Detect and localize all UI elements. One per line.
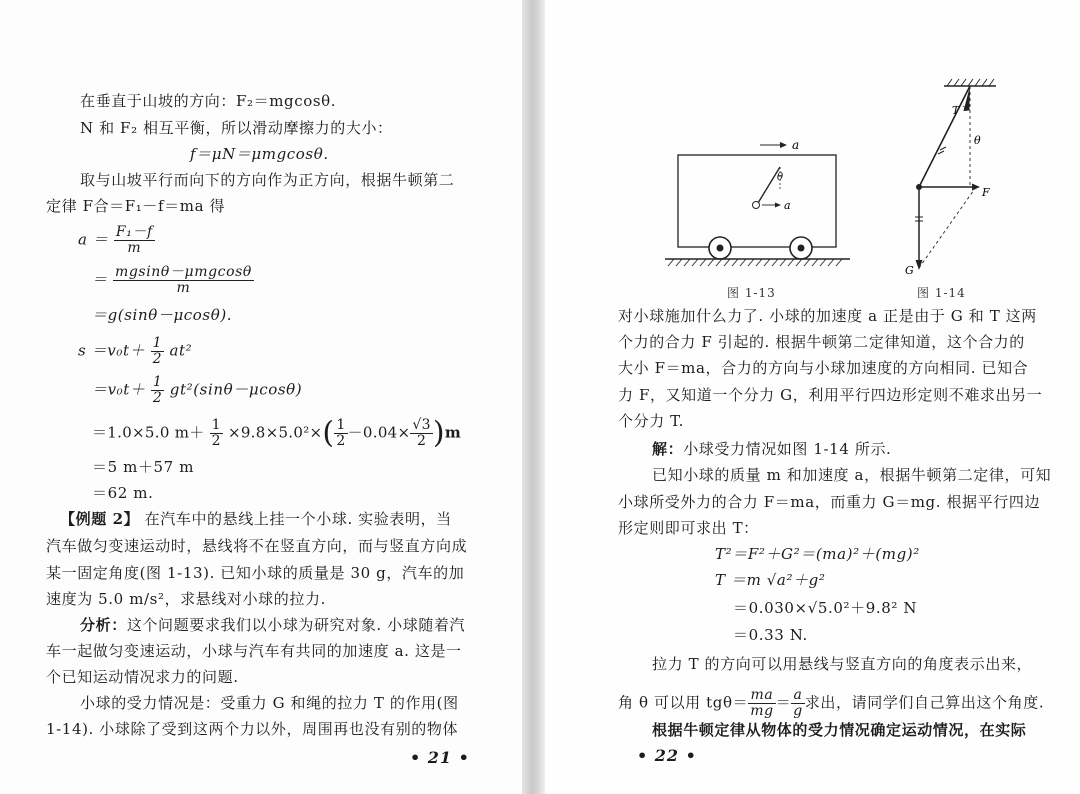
equation-T3: ＝0.030×√5.0²＋9.8² N	[733, 599, 918, 617]
label-a-ball: a	[784, 199, 791, 212]
equation-T1: T²＝F²＋G²＝(ma)²＋(mg)²	[715, 545, 920, 563]
figure-caption-1-13: 图 1-13	[727, 286, 776, 300]
text-line: 个分力 T.	[618, 412, 684, 430]
text-line: 拉力 T 的方向可以用悬线与竖直方向的角度表示出来，	[652, 655, 1033, 673]
text-line: 在垂直于山坡的方向：F₂＝mgcosθ.	[80, 92, 337, 110]
ball-accel-arrow-head	[775, 203, 781, 208]
force-G-arrow-head	[916, 260, 923, 270]
text-line: 大小 F＝ma，合力的方向与小球加速度的方向相同. 已知合	[618, 359, 1029, 377]
fraction: $\frac{\text{mgsinθ－μmgcosθ}}{m}$	[114, 264, 252, 296]
parallelogram-side	[919, 187, 976, 268]
paren-close: )	[432, 415, 445, 451]
equation-a	[78, 225, 155, 256]
accel-arrow-head	[780, 142, 787, 148]
equation-a2: ＝ $\frac{\text{mgsinθ－μmgcosθ}}{m}$	[92, 264, 252, 296]
fraction: $\frac{√3}{2}$	[412, 417, 431, 449]
text-line: 小球所受外力的合力 F＝ma，而重力 G＝mg. 根据平行四边	[618, 493, 1041, 511]
fraction: $\frac{1}{2}$	[152, 335, 163, 367]
left-page	[0, 0, 522, 794]
text-line: 1-14). 小球除了受到这两个力以外，周围再也没有别的物体	[46, 720, 459, 738]
text-line: 车一起做匀变速运动，小球与汽车有共同的加速度 a. 这是一	[46, 642, 462, 660]
fraction: $\frac{a}{g}$	[793, 687, 803, 719]
text-line: 小球的受力情况是：受重力 G 和绳的拉力 T 的作用(图	[80, 694, 459, 712]
analysis-label: 分析：	[80, 616, 127, 634]
ground-hatch	[668, 259, 842, 266]
text-line: 个已知运动情况求力的问题.	[46, 668, 239, 686]
text-line: 取与山坡平行而向下的方向作为正方向，根据牛顿第二	[80, 171, 455, 189]
label-a-top: a	[792, 138, 800, 152]
equation-s4: ＝5 m＋57 m	[92, 458, 195, 476]
tension-arrow-head	[960, 86, 973, 111]
label-G: G	[905, 264, 914, 277]
text-line: N 和 F₂ 相互平衡，所以滑动摩擦力的大小：	[80, 119, 393, 137]
text-line: 某一固定角度(图 1-13). 已知小球的质量是 30 g，汽车的加	[46, 564, 465, 582]
label-theta-car: θ	[777, 172, 784, 183]
figure-1-14	[900, 72, 1010, 277]
solution-paragraph: 解：小球受力情况如图 1-14 所示.	[652, 440, 892, 458]
angle-line: 角 θ 可以用 tgθ＝ $\frac{ma}{mg}$ ＝ $\frac{a}{g}$ 求出，请同学们自己算出这个角度.	[618, 687, 1045, 719]
text-line: 根据牛顿定律从物体的受力情况确定运动情况，在实际	[652, 721, 1027, 739]
equation-s2: ＝v₀t＋ $\frac{1}{2}$ gt²(sinθ－μcosθ)	[92, 374, 303, 406]
right-page	[545, 0, 1080, 794]
ceiling-hatch	[947, 79, 994, 86]
text-line: 汽车做匀变速运动时，悬线将不在竖直方向，而与竖直方向成	[46, 537, 468, 555]
label-T: T	[952, 104, 960, 117]
figure-1-13	[660, 128, 860, 273]
fraction: $\frac{1}{2}$	[211, 417, 221, 449]
book-gutter	[522, 0, 545, 794]
text-line: 个力的合力 F 引起的. 根据牛顿第二定律知道，这个合力的	[618, 333, 1025, 351]
analysis-paragraph: 分析：这个问题要求我们以小球为研究对象. 小球随着汽	[80, 616, 466, 634]
equation-s3: ＝1.0×5.0 m＋ $\frac{1}{2}$ ×9.8×5.0²×( $\frac{1}{2}$ －0.04× $\frac{√3}{2}$ )m	[92, 415, 462, 451]
text-line: 速度为 5.0 m/s²，求悬线对小球的拉力.	[46, 590, 326, 608]
eq-lhs: a ＝	[78, 230, 109, 249]
string-tension	[919, 86, 970, 187]
label-theta: θ	[974, 134, 981, 147]
solution-label: 解：	[652, 440, 684, 458]
example-paragraph: 【例题 2】 在汽车中的悬线上挂一个小球. 实验表明，当	[60, 510, 452, 528]
text-line: 已知小球的质量 m 和加速度 a，根据牛顿第二定律，可知	[652, 466, 1052, 484]
equation-T2: T ＝m √a²＋g²	[715, 571, 826, 589]
equation-s1: s ＝v₀t＋ $\frac{1}{2}$ at²	[78, 335, 193, 367]
label-F: F	[982, 186, 990, 199]
equation-a3: ＝g(sinθ－μcosθ).	[92, 306, 233, 324]
fraction: $\frac{1}{2}$	[152, 374, 163, 406]
equation-friction: f＝μN＝μmgcosθ.	[190, 145, 329, 163]
paren-open: (	[322, 415, 335, 451]
ball	[753, 202, 760, 209]
figure-caption-1-14: 图 1-14	[917, 286, 966, 300]
page-number: • 22 •	[637, 746, 697, 765]
text-line: 对小球施加什么力了. 小球的加速度 a 正是由于 G 和 T 这两	[618, 307, 1037, 325]
page-number: • 21 •	[410, 748, 470, 767]
fraction: $\frac{ma}{mg}$	[750, 687, 774, 719]
fraction: $\frac{\text{F₁－f}}{m}$	[115, 224, 153, 256]
text-line: 形定则即可求出 T：	[618, 519, 759, 537]
car-body	[678, 155, 836, 247]
equation-T4: ＝0.33 N.	[733, 626, 808, 644]
text-line: 定律 F合＝F₁－f＝ma 得	[46, 197, 226, 215]
example-label: 【例题 2】	[60, 510, 140, 528]
equation-s5: ＝62 m.	[92, 484, 154, 502]
text-line: 力 F，又知道一个分力 G，利用平行四边形定则不难求出另一	[618, 386, 1043, 404]
fraction: $\frac{1}{2}$	[336, 417, 346, 449]
